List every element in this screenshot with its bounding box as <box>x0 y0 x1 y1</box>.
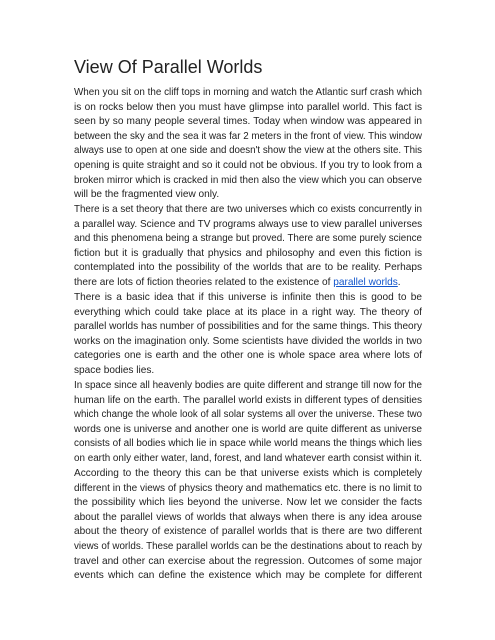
text-segment: . <box>397 276 401 288</box>
text-line: words one is universe and another one is world are quite different as universe <box>74 423 422 435</box>
text-line: fiction but it is gradually that physics and philosophy and even this fiction is <box>74 247 422 259</box>
text-line: parallel worlds has number of possibilities and for the same things. This theory <box>74 321 422 333</box>
text-line: everything which could take place at its place in a right way. The theory of <box>74 306 422 318</box>
text-line: and this phenomena being a strange but proved. There are some purely science <box>74 233 422 245</box>
text-line: about the parallel views of worlds that always when there is any idea arouse <box>74 511 422 523</box>
paragraph-2 <box>74 203 422 291</box>
text-line: different in the views of physics theory and mathematics etc. there is no limit to <box>74 482 422 494</box>
text-line: There is a set theory that there are two universes which co exists concurrently in <box>74 204 422 215</box>
text-line: contemplated into the possibility of the worlds that are to be reality. Perhaps <box>74 262 422 274</box>
parallel-worlds-link[interactable]: parallel worlds <box>333 276 398 288</box>
paragraph-1 <box>74 86 422 203</box>
text-segment: there are lots of fiction theories related to the existence of <box>74 276 334 288</box>
text-line: seen by so many people several times. Today when window was appeared in <box>74 116 422 128</box>
text-line: about the theory of existence of parallel worlds that is there are two different <box>74 526 422 538</box>
text-line: travel and other can exercise about the regression. Outcomes of some major <box>74 555 422 567</box>
text-line: a parallel way. Science and TV programs always use to view parallel universes <box>74 218 423 230</box>
text-line: works on the imagination only. Some scientists have divided the worlds in two <box>74 335 422 347</box>
text-line: which change the whole look of all solar systems all over the universe. These two <box>74 409 422 421</box>
text-line: opening is quite straight and so it could not be obvious. If you try to look from a <box>74 159 422 171</box>
text-line: There is a basic idea that if this universe is infinite then this is good to be <box>74 292 422 303</box>
page-title: View Of Parallel Worlds <box>74 57 263 77</box>
text-line: categories one is earth and the other one is whole space area where lots of <box>74 350 422 362</box>
text-line-with-link <box>74 276 422 291</box>
text-line: human life on the earth. The parallel world exists in different types of densities <box>74 394 422 406</box>
text-line: always use to open at one side and doesn't show the view at the others site. This <box>74 145 422 157</box>
paragraph-3 <box>74 291 422 379</box>
paragraph-4 <box>74 379 422 467</box>
text-line: events which can define the existence which may be complete for different <box>74 570 422 582</box>
text-line: space bodies lies. <box>74 364 155 376</box>
text-line: on earth only either water, land, forest, and land whatever earth consist within it. <box>74 452 423 464</box>
text-line: will be the fragmented view only. <box>74 189 220 201</box>
text-line: When you sit on the cliff tops in morning and watch the Atlantic surf crash which <box>74 87 422 98</box>
text-line: the possibility which lies beyond the universe. Now let we consider the facts <box>74 497 422 509</box>
text-line: between the sky and the sea it was far 2 meters in the front of view. This window <box>74 130 422 142</box>
text-line: broken mirror which is cracked in mid then also the view which you can observe <box>74 174 422 186</box>
paragraph-5 <box>74 467 422 584</box>
text-line: According to the theory this can be that universe exists which is completely <box>74 468 422 479</box>
text-line: In space since all heavenly bodies are quite different and strange till now for the <box>74 380 422 391</box>
text-line: is on rocks below then you must have glimpse into parallel world. This fact is <box>74 101 422 113</box>
text-line: consists of all bodies which lie in space while world means the things which lies <box>74 438 422 450</box>
text-line: views of worlds. These parallel worlds can be the destinations about to reach by <box>74 540 422 552</box>
